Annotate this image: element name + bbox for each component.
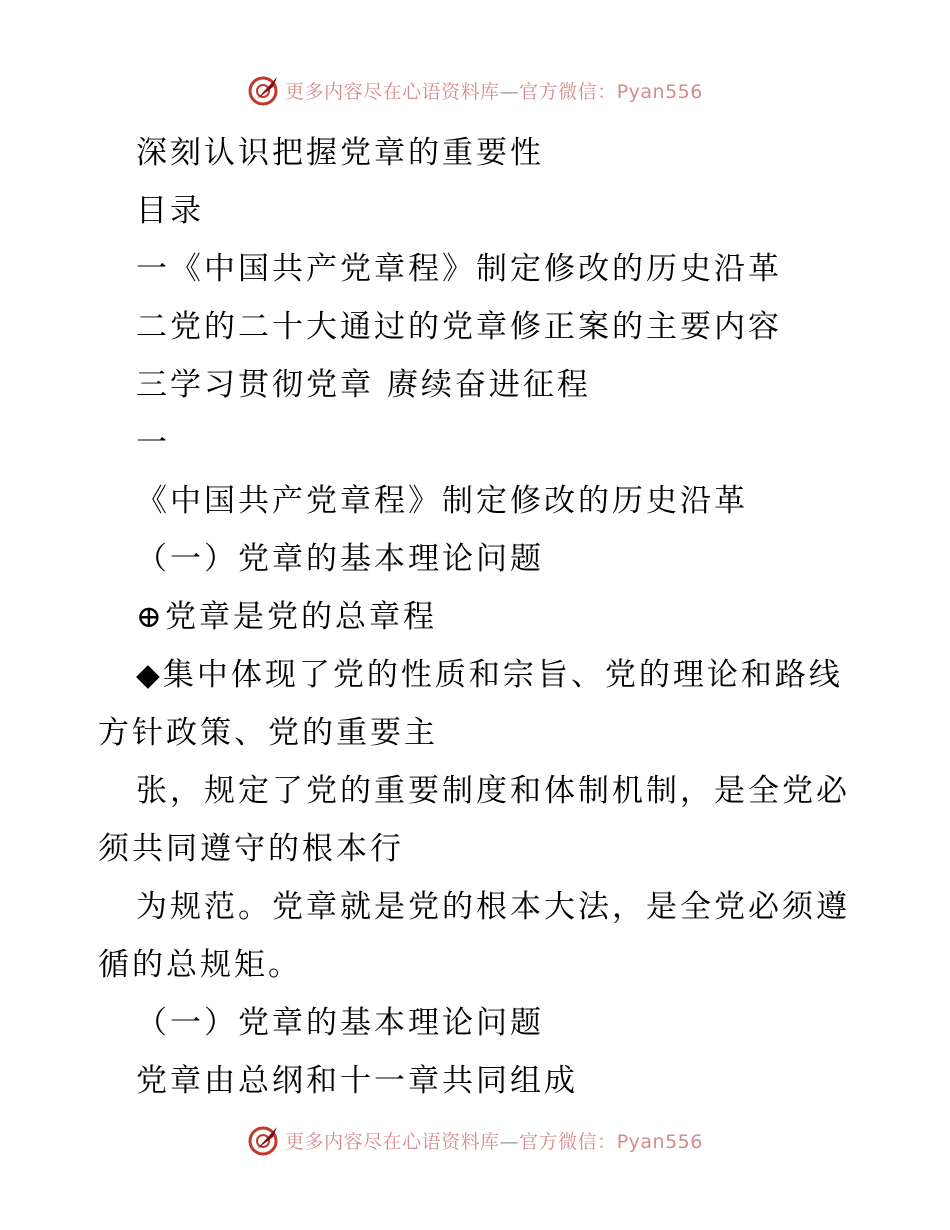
toc-item: 二党的二十大通过的党章修正案的主要内容 <box>136 309 782 345</box>
paragraph-line: ◆集中体现了党的性质和宗旨、党的理论和路线 <box>136 657 843 693</box>
toc-item: 三学习贯彻党章 赓续奋进征程 <box>136 367 591 403</box>
paragraph-line: 张，规定了党的重要制度和体制机制，是全党必 <box>136 773 850 809</box>
document-body <box>98 124 858 1110</box>
toc-item: 一《中国共产党章程》制定修改的历史沿革 <box>136 251 782 287</box>
watermark-account: Pyan556 <box>616 80 703 103</box>
paragraph-line: 为规范。党章就是党的根本大法，是全党必须遵 <box>136 889 850 925</box>
watermark-separator: — <box>499 80 520 103</box>
watermark-text-group <box>285 1127 703 1154</box>
body-line: 党章由总纲和十一章共同组成 <box>136 1063 578 1099</box>
doc-title: 深刻认识把握党章的重要性 <box>136 135 544 171</box>
watermark-text-group <box>285 77 703 104</box>
watermark-header <box>0 70 950 110</box>
paragraph-line: 方针政策、党的重要主 <box>98 715 438 751</box>
section-number: 一 <box>136 425 170 461</box>
section-title: 《中国共产党章程》制定修改的历史沿革 <box>136 483 748 519</box>
quill-logo-icon <box>247 1123 281 1157</box>
toc-heading: 目录 <box>136 193 204 229</box>
point-heading: ⊕党章是党的总章程 <box>136 599 437 635</box>
watermark-label: 官方微信： <box>519 1130 617 1153</box>
watermark-account: Pyan556 <box>616 1130 703 1153</box>
paragraph-line: 须共同遵守的根本行 <box>98 831 404 867</box>
watermark-text: 更多内容尽在心语资料库 <box>285 1130 500 1153</box>
subsection-heading: （一）党章的基本理论问题 <box>136 541 544 577</box>
body-paragraph <box>98 646 858 994</box>
quill-logo-icon <box>247 73 281 107</box>
watermark-label: 官方微信： <box>519 80 617 103</box>
subsection-heading: （一）党章的基本理论问题 <box>136 1005 544 1041</box>
watermark-footer <box>0 1120 950 1160</box>
watermark-separator: — <box>499 1130 520 1153</box>
paragraph-line: 循的总规矩。 <box>98 947 302 983</box>
watermark-text: 更多内容尽在心语资料库 <box>285 80 500 103</box>
